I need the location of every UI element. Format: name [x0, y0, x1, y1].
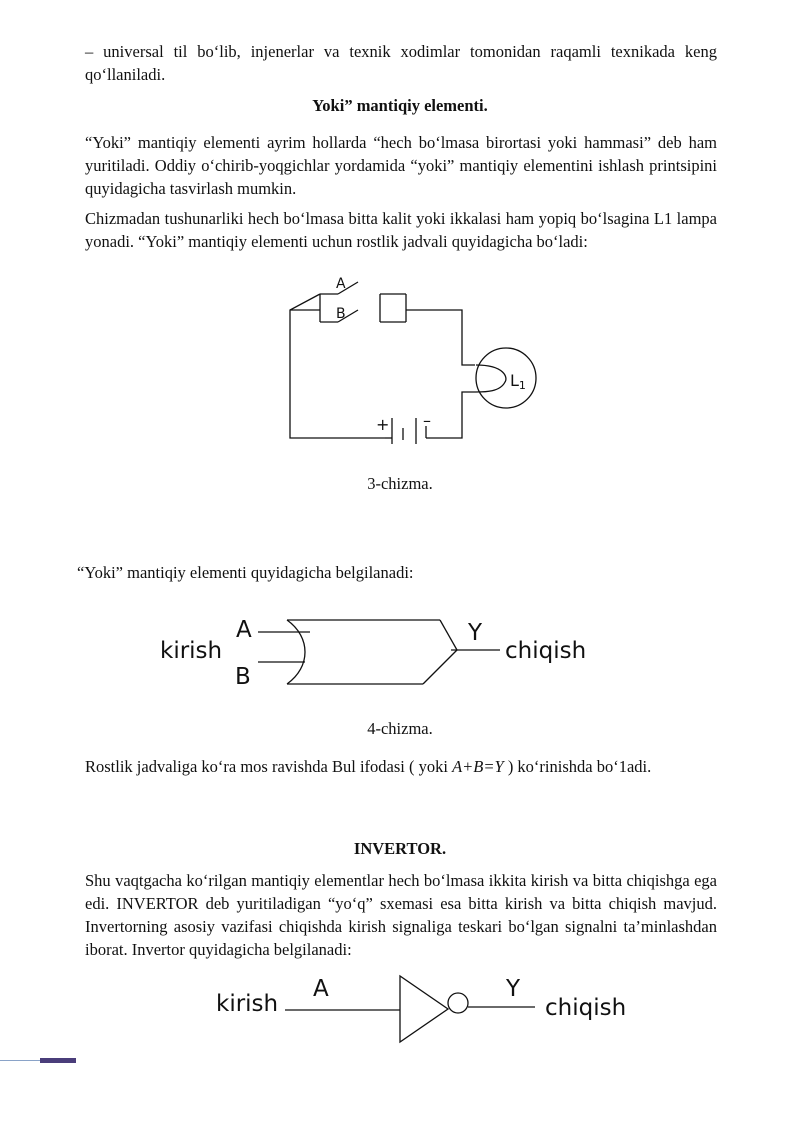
lamp-label: L1 — [510, 371, 526, 392]
battery-plus-label: + — [376, 415, 390, 434]
inverter-input-a-label: A — [313, 976, 329, 1002]
boolean-formula: A+B=Y — [452, 757, 504, 776]
inverter-output-label: chiqish — [545, 995, 627, 1021]
inverter-symbol-diagram — [210, 970, 640, 1050]
footer-decoration — [0, 1058, 76, 1064]
or-input-b-label: B — [235, 664, 251, 690]
inverter-output-y-label: Y — [506, 976, 521, 1002]
or-switch-circuit-diagram — [280, 270, 570, 445]
battery-minus-label: – — [423, 411, 431, 430]
or-element-heading: Yoki” mantiqiy elementi. — [312, 96, 488, 115]
inverter-input-label: kirish — [216, 991, 279, 1017]
switch-b-label: B — [336, 306, 346, 322]
or-gate-symbol-diagram — [155, 612, 605, 692]
or-input-a-label: A — [236, 617, 252, 643]
intro-paragraph: – universal til bo‘lib, injenerlar va texnik xodimlar tomonidan raqamli texnikada keng qo‘llaniladi. — [85, 42, 717, 84]
or-input-label: kirish — [160, 638, 223, 664]
switch-a-label: A — [336, 276, 346, 292]
or-description-paragraph: “Yoki” mantiqiy elementi ayrim hollarda “hech bo‘lmasa birortasi yoki hammasi” deb ham yuritiladi. Oddiy o‘chirib-yoqgichlar yordamida “yoki” mantiqiy elementini ishlash printsipini quyidagicha tasvirlash mumkin. — [85, 133, 717, 198]
inverter-description-paragraph: Shu vaqtgacha ko‘rilgan mantiqiy elementlar hech bo‘lmasa ikkita kirish va bitta chiqishga ega edi. INVERTOR deb yuritiladigan “yo‘q” sxemasi esa bitta kirish va bitta chiqish mavjud. Invertorning asosiy vazifasi chiqishda kirish signaliga teskari bo‘lgan signalni ta’minlashdan iborat. Invertor quyidagicha belgilanadi: — [85, 871, 717, 959]
or-symbol-paragraph: “Yoki” mantiqiy elementi quyidagicha belgilanadi: — [77, 563, 414, 582]
boolean-expression-paragraph: Rostlik jadvaliga ko‘ra mos ravishda Bul ifodasi ( yoki A+B=Y ) ko‘rinishda bo‘1adi. — [85, 757, 652, 776]
or-output-y-label: Y — [468, 620, 483, 646]
figure-3-caption: 3-chizma. — [367, 474, 433, 493]
or-output-label: chiqish — [505, 638, 587, 664]
figure-4-caption: 4-chizma. — [367, 719, 433, 738]
inverter-heading: INVERTOR. — [353, 839, 447, 858]
or-explanation-paragraph: Chizmadan tushunarliki hech bo‘lmasa bitta kalit yoki ikkalasi ham yopiq bo‘lsagina L1 lampa yonadi. “Yoki” mantiqiy elementi uchun rostlik jadvali quyidagicha bo‘ladi: — [85, 209, 717, 251]
